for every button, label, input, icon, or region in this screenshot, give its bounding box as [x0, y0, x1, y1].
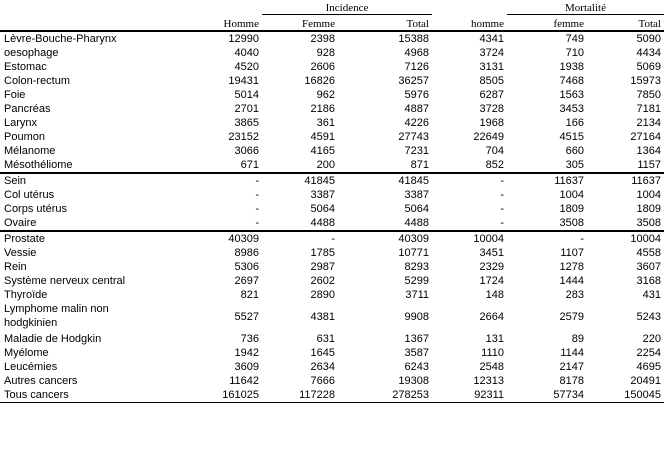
cell-incidence-homme: 736	[240, 333, 259, 345]
table-body	[0, 31, 664, 403]
cell-incidence-femme: 16826	[304, 75, 335, 87]
cell-mortality-homme: 131	[485, 333, 504, 345]
cell-mortality-homme: 12313	[473, 375, 504, 387]
cell-incidence-homme: 1942	[234, 347, 259, 359]
cell-incidence-total: 9908	[404, 311, 429, 323]
table-row	[0, 173, 664, 188]
row-label: oesophage	[4, 47, 59, 59]
cell-incidence-femme: 4591	[310, 131, 335, 143]
cell-incidence-total: 4488	[338, 216, 432, 231]
row-label: Prostate	[4, 233, 45, 245]
cell-mortality-homme: 3451	[479, 247, 504, 259]
row-label: Maladie de Hodgkin	[4, 333, 102, 345]
cell-mortality-femme: 3453	[559, 103, 584, 115]
cell-incidence-total: 3587	[404, 347, 429, 359]
header-mortality-femme: femme	[507, 15, 587, 32]
cell-mortality-total: 5069	[636, 61, 661, 73]
cell-mortality-homme: 22649	[473, 131, 504, 143]
cell-incidence-total: 6243	[404, 361, 429, 373]
cell-incidence-total: 4887	[404, 103, 429, 115]
cell-mortality-total: 2134	[636, 117, 661, 129]
cell-incidence-homme: 8986	[234, 247, 259, 259]
cell-incidence-femme: 2602	[310, 275, 335, 287]
cell-incidence-femme: 5064	[310, 203, 335, 215]
row-label: Leucémies	[4, 361, 58, 373]
cell-incidence-homme: 3609	[234, 361, 259, 373]
table-row	[0, 346, 664, 360]
row-label: Vessie	[4, 247, 37, 259]
table-row	[0, 46, 664, 60]
cell-incidence-homme: 2697	[234, 275, 259, 287]
cell-mortality-total: 3508	[587, 216, 664, 231]
row-label: Rein	[4, 261, 27, 273]
row-label: Corps utérus	[4, 203, 67, 215]
cell-incidence-homme: 4040	[234, 47, 259, 59]
cell-incidence-homme: -	[255, 189, 259, 201]
cell-mortality-total: 220	[642, 333, 661, 345]
cell-incidence-total: 5976	[404, 89, 429, 101]
row-label: Pancréas	[4, 103, 51, 115]
header-mortality-total: Total	[587, 15, 664, 32]
cell-incidence-total: 5299	[404, 275, 429, 287]
cell-incidence-total: 36257	[398, 75, 429, 87]
row-label: Poumon	[4, 131, 45, 143]
cell-incidence-femme: 2634	[310, 361, 335, 373]
cell-mortality-total: 15973	[630, 75, 661, 87]
table-row	[0, 274, 664, 288]
cell-mortality-total: 150045	[587, 388, 664, 403]
row-label: Colon-rectum	[4, 75, 71, 87]
cell-mortality-femme: 305	[507, 158, 587, 173]
cell-mortality-total: 10004	[630, 233, 661, 245]
cell-incidence-homme: 3066	[234, 145, 259, 157]
table-row	[0, 388, 664, 403]
row-label: Tous cancers	[0, 388, 141, 403]
cell-mortality-total: 5243	[636, 311, 661, 323]
cell-incidence-total: 5064	[404, 203, 429, 215]
table-row	[0, 360, 664, 374]
table-row	[0, 202, 664, 216]
cell-mortality-homme: 92311	[432, 388, 507, 403]
table-row	[0, 102, 664, 116]
cell-mortality-femme: 1563	[559, 89, 584, 101]
cell-mortality-femme: 749	[565, 33, 584, 45]
cell-incidence-total: 4226	[404, 117, 429, 129]
cell-mortality-total: 1157	[587, 158, 664, 173]
cell-mortality-homme: 704	[485, 145, 504, 157]
table-row	[0, 188, 664, 202]
cell-mortality-homme: 2664	[479, 311, 504, 323]
cell-mortality-total: 4695	[636, 361, 661, 373]
table-row	[0, 130, 664, 144]
cell-mortality-total: 4434	[636, 47, 661, 59]
cell-incidence-homme: 5306	[234, 261, 259, 273]
row-label: Thyroïde	[4, 289, 48, 301]
cell-mortality-homme: 852	[432, 158, 507, 173]
row-label: Autres cancers	[4, 375, 78, 387]
cell-incidence-total: 871	[338, 158, 432, 173]
cell-incidence-homme: 821	[240, 289, 259, 301]
incidence-group-header: Incidence	[262, 0, 432, 15]
cell-incidence-homme: -	[255, 175, 259, 187]
cell-mortality-homme: 1968	[479, 117, 504, 129]
header-incidence-homme: Homme	[141, 15, 262, 32]
cell-mortality-homme: 148	[485, 289, 504, 301]
cell-mortality-total: 1364	[636, 145, 661, 157]
cell-incidence-homme: 12990	[228, 33, 259, 45]
table-row	[0, 88, 664, 102]
cell-mortality-total: 3168	[636, 275, 661, 287]
cell-incidence-femme: 117228	[262, 388, 338, 403]
table-row	[0, 216, 664, 231]
incidence-spacer	[141, 0, 262, 15]
cell-incidence-homme: 5527	[234, 311, 259, 323]
header-incidence-femme: Femme	[262, 15, 338, 32]
row-label: Estomac	[4, 61, 47, 73]
cell-mortality-femme: 1278	[559, 261, 584, 273]
cell-incidence-femme: 928	[316, 47, 335, 59]
cell-incidence-total: 15388	[398, 33, 429, 45]
cell-mortality-femme: 89	[571, 333, 584, 345]
cell-mortality-homme: 3724	[479, 47, 504, 59]
cell-mortality-femme: -	[580, 233, 584, 245]
cell-mortality-femme: 660	[565, 145, 584, 157]
cell-incidence-homme: 11642	[229, 375, 259, 387]
table-row	[0, 332, 664, 346]
cell-mortality-total: 11637	[631, 175, 661, 187]
cell-incidence-femme: 2987	[310, 261, 335, 273]
cell-incidence-total: 19308	[398, 375, 429, 387]
cell-mortality-homme: 6287	[479, 89, 504, 101]
cell-mortality-femme: 57734	[507, 388, 587, 403]
cell-incidence-total: 4968	[404, 47, 429, 59]
cell-incidence-homme: 3865	[234, 117, 259, 129]
cell-mortality-total: 20491	[630, 375, 661, 387]
cell-incidence-total: 1367	[404, 333, 429, 345]
cell-mortality-homme: 1110	[481, 347, 504, 359]
cell-mortality-homme: 8505	[479, 75, 504, 87]
cell-incidence-total: 27743	[398, 131, 429, 143]
header-mortality-homme: homme	[432, 15, 507, 32]
table-row	[0, 60, 664, 74]
row-label: Sein	[4, 175, 27, 187]
cell-incidence-homme: -	[255, 203, 259, 215]
table-row	[0, 302, 664, 332]
cell-incidence-femme: 1645	[310, 347, 335, 359]
cell-mortality-femme: 1004	[559, 189, 584, 201]
cell-mortality-femme: 1809	[559, 203, 584, 215]
cell-incidence-femme: 361	[316, 117, 335, 129]
cell-mortality-homme: 3728	[479, 103, 504, 115]
cell-mortality-femme: 8178	[559, 375, 584, 387]
corner-cell	[0, 0, 141, 15]
cell-mortality-total: 2254	[636, 347, 661, 359]
row-label: Larynx	[4, 117, 38, 129]
cell-mortality-homme: 2329	[479, 261, 504, 273]
row-label: Mésothéliome	[0, 158, 141, 173]
subheader-row	[0, 15, 664, 32]
cell-incidence-femme: 4165	[310, 145, 335, 157]
cell-incidence-total: 10771	[398, 247, 429, 259]
cell-incidence-femme: 2890	[310, 289, 335, 301]
cell-mortality-homme: 1724	[479, 275, 504, 287]
row-label: Foie	[4, 89, 26, 101]
cell-mortality-total: 3607	[636, 261, 661, 273]
cell-incidence-homme: 161025	[141, 388, 262, 403]
cell-mortality-femme: 4515	[559, 131, 584, 143]
row-label: Système nerveux central	[4, 275, 126, 287]
cell-mortality-homme: 3131	[479, 61, 504, 73]
mortality-group-header: Mortalité	[507, 0, 664, 15]
cell-incidence-homme: 671	[141, 158, 262, 173]
cell-mortality-femme: 2147	[559, 361, 584, 373]
cell-mortality-femme: 1938	[559, 61, 584, 73]
cell-mortality-total: 4558	[636, 247, 661, 259]
table-row	[0, 116, 664, 130]
cell-incidence-femme: -	[331, 233, 335, 245]
cell-incidence-femme: 2398	[310, 33, 335, 45]
cell-incidence-homme: 19431	[228, 75, 259, 87]
group-header-row	[0, 0, 664, 15]
cell-mortality-total: 5090	[636, 33, 661, 45]
cell-incidence-total: 3387	[404, 189, 429, 201]
cell-incidence-femme: 200	[262, 158, 338, 173]
header-incidence-total: Total	[338, 15, 432, 32]
cell-incidence-homme: 5014	[234, 89, 259, 101]
cell-mortality-total: 1004	[636, 189, 661, 201]
row-label: Ovaire	[0, 216, 141, 231]
cell-mortality-femme: 710	[565, 47, 584, 59]
cell-mortality-total: 7181	[636, 103, 661, 115]
table-row	[0, 144, 664, 158]
cell-incidence-homme: 2701	[234, 103, 259, 115]
cell-mortality-homme: -	[432, 216, 507, 231]
cell-incidence-femme: 962	[316, 89, 335, 101]
cell-mortality-total: 1809	[636, 203, 661, 215]
cell-incidence-femme: 41845	[304, 175, 335, 187]
cell-incidence-femme: 1785	[310, 247, 335, 259]
cell-incidence-femme: 7666	[310, 375, 335, 387]
table-row	[0, 158, 664, 173]
cell-incidence-femme: 4381	[310, 311, 335, 323]
cell-mortality-femme: 7468	[559, 75, 584, 87]
cell-incidence-total: 3711	[405, 289, 429, 301]
table-row	[0, 31, 664, 46]
cell-mortality-homme: -	[500, 203, 504, 215]
cell-incidence-total: 41845	[398, 175, 429, 187]
table-row	[0, 231, 664, 246]
cell-incidence-total: 278253	[338, 388, 432, 403]
cell-incidence-femme: 3387	[310, 189, 335, 201]
cell-mortality-total: 7850	[636, 89, 661, 101]
row-label: Mélanome	[4, 145, 56, 157]
cell-incidence-femme: 2186	[310, 103, 335, 115]
row-label: Lymphome malin non hodgkinien	[4, 303, 109, 329]
cell-mortality-femme: 1107	[560, 247, 584, 259]
cell-incidence-homme: 4520	[234, 61, 259, 73]
cell-mortality-homme: 2548	[479, 361, 504, 373]
table-row	[0, 260, 664, 274]
table-row	[0, 246, 664, 260]
cell-mortality-homme: 10004	[473, 233, 504, 245]
cell-incidence-total: 7231	[404, 145, 429, 157]
cell-mortality-femme: 11637	[554, 175, 584, 187]
table-row	[0, 288, 664, 302]
cell-mortality-total: 431	[642, 289, 661, 301]
cell-incidence-homme: -	[141, 216, 262, 231]
cell-mortality-femme: 3508	[507, 216, 587, 231]
cell-incidence-total: 8293	[404, 261, 429, 273]
cell-mortality-homme: -	[500, 189, 504, 201]
cell-incidence-total: 40309	[398, 233, 429, 245]
cell-mortality-total: 27164	[630, 131, 661, 143]
cell-mortality-femme: 166	[565, 117, 584, 129]
table-row	[0, 74, 664, 88]
cell-mortality-femme: 283	[565, 289, 584, 301]
label-header-cell	[0, 15, 141, 32]
cell-incidence-homme: 40309	[228, 233, 259, 245]
cell-mortality-femme: 1144	[560, 347, 584, 359]
cell-mortality-femme: 1444	[559, 275, 584, 287]
row-label: Col utérus	[4, 189, 55, 201]
cell-mortality-homme: -	[500, 175, 504, 187]
cell-incidence-homme: 23152	[228, 131, 259, 143]
cell-mortality-homme: 4341	[479, 33, 504, 45]
row-label: Myélome	[4, 347, 49, 359]
mortality-spacer	[432, 0, 507, 15]
cell-incidence-femme: 4488	[262, 216, 338, 231]
cell-mortality-femme: 2579	[559, 311, 584, 323]
table-row	[0, 374, 664, 388]
cell-incidence-femme: 631	[316, 333, 335, 345]
cell-incidence-femme: 2606	[310, 61, 335, 73]
row-label: Lèvre-Bouche-Pharynx	[4, 33, 117, 45]
cell-incidence-total: 7126	[404, 61, 429, 73]
